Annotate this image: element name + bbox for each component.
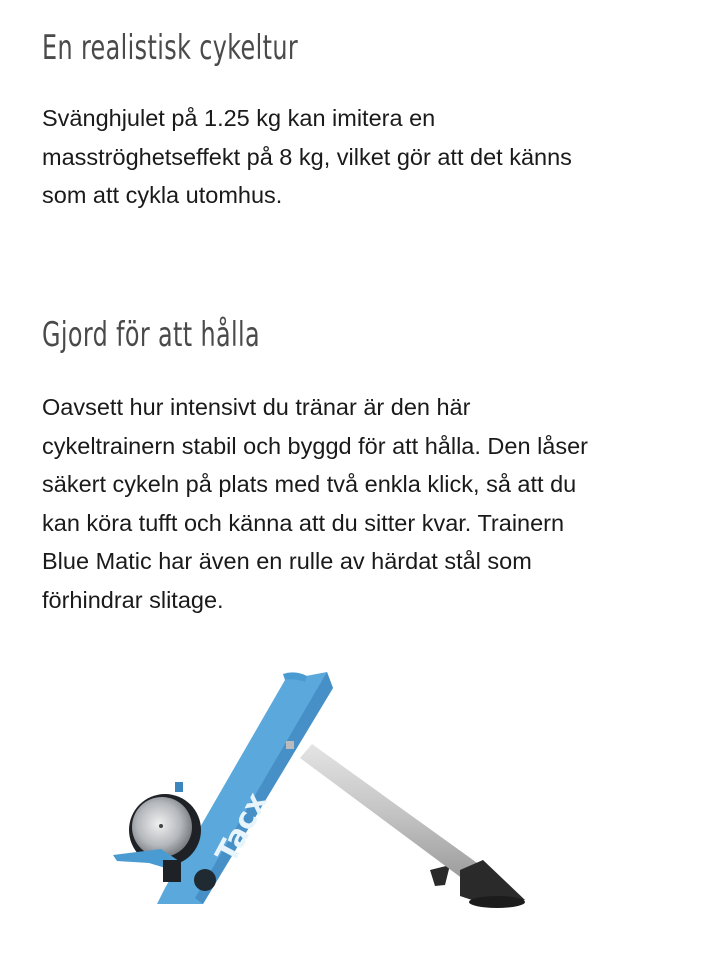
paragraph-line: cykeltrainern stabil och byggd för att hålla. Den låser — [42, 432, 589, 459]
section-paragraph — [42, 388, 692, 619]
paragraph-line: som att cykla utomhus. — [42, 182, 283, 208]
paragraph-line: Blue Matic har även en rulle av härdat stål som — [42, 548, 532, 574]
section-heading: Gjord för att hålla — [42, 315, 261, 355]
section-heading: En realistisk cykeltur — [42, 28, 299, 68]
bike-trainer-image — [105, 660, 535, 920]
paragraph-line: säkert cykeln på plats med två enkla klick, så att du — [42, 471, 577, 497]
section-paragraph — [42, 99, 692, 215]
paragraph-line: Oavsett hur intensivt du tränar är den här — [42, 394, 471, 420]
paragraph-line: förhindrar slitage. — [42, 586, 224, 613]
paragraph-line: Svänghjulet på 1.25 kg kan imitera en — [42, 105, 436, 131]
paragraph-line: masströghetseffekt på 8 kg, vilket gör att det känns — [42, 143, 572, 170]
section-realistic-ride — [42, 24, 692, 215]
tacx-logo: Tacx — [209, 786, 275, 869]
paragraph-line: kan köra tufft och känna att du sitter kvar. Trainern — [42, 509, 565, 536]
section-built-to-last — [42, 310, 692, 619]
